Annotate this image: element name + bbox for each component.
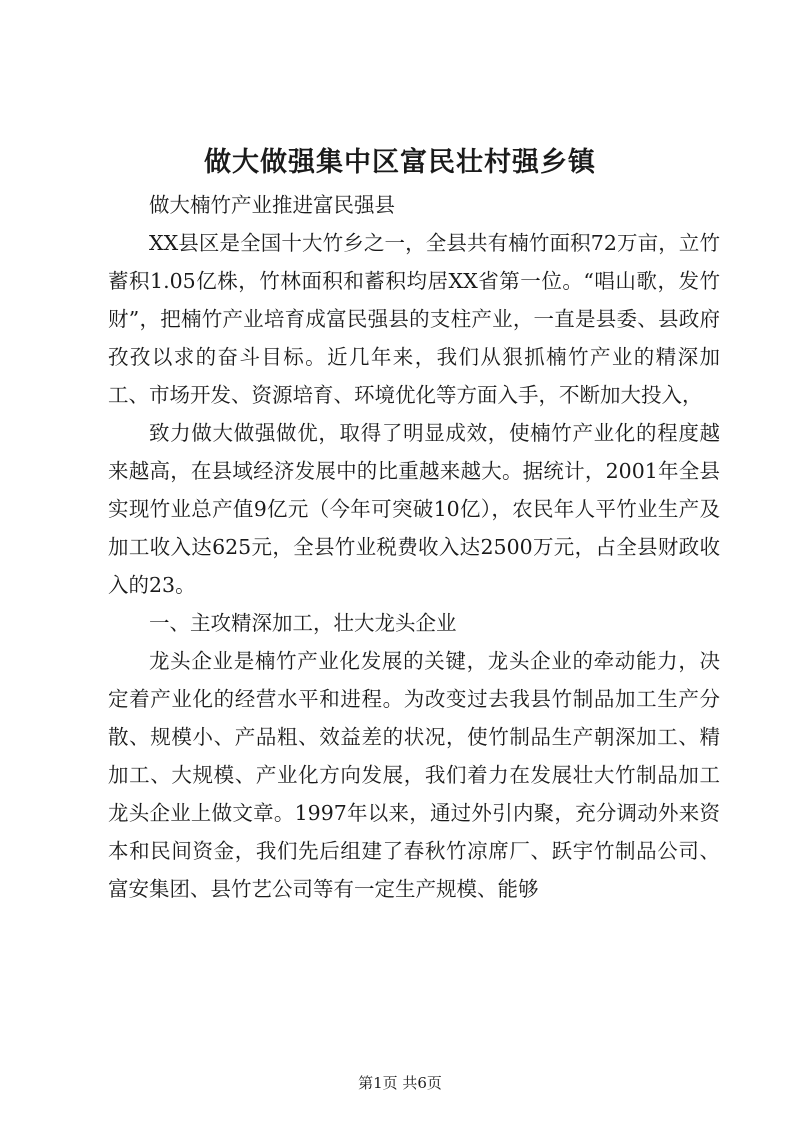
page-title: 做大做强集中区富民壮村强乡镇 (204, 147, 596, 178)
page-number-footer: 第1页 共6页 (358, 1074, 442, 1092)
body-paragraph: 龙头企业是楠竹产业化发展的关键，龙头企业的牵动能力，决定着产业化的经营水平和进程。为改变过去我县竹制品加工生产分散、规模小、产品粗、效益差的状况，使竹制品生产朝深加工、精加工、大规模、产业化方向发展，我们着力在发展壮大竹制品加工龙头企业上做文章。1997年以来，通过外引内聚，充分调动外来资本和民间资金，我们先后组建了春秋竹凉席厂、跃宇竹制品公司、富安集团、县竹艺公司等有一定生产规模、能够 (108, 649, 720, 901)
body-paragraph: 致力做大做强做优，取得了明显成效，使楠竹产业化的程度越来越高，在县域经济发展中的比重越来越大。据统计，2001年全县实现竹业总产值9亿元（今年可突破10亿），农民年人平竹业生产及加工收入达625元，全县竹业税费收入达2500万元，占全县财政收入的23。 (108, 421, 720, 597)
body-paragraph: XX县区是全国十大竹乡之一，全县共有楠竹面积72万亩，立竹蓄积1.05亿株，竹林面积和蓄积均居XX省第一位。“唱山歌，发竹财”，把楠竹产业培育成富民强县的支柱产业，一直是县委、县政府孜孜以求的奋斗目标。近几年来，我们从狠抓楠竹产业的精深加工、市场开发、资源培育、环境优化等方面入手，不断加大投入， (108, 231, 720, 407)
section-heading: 一、主攻精深加工，壮大龙头企业 (149, 611, 457, 635)
document-body (108, 186, 720, 908)
subtitle-paragraph: 做大楠竹产业推进富民强县 (149, 193, 395, 217)
